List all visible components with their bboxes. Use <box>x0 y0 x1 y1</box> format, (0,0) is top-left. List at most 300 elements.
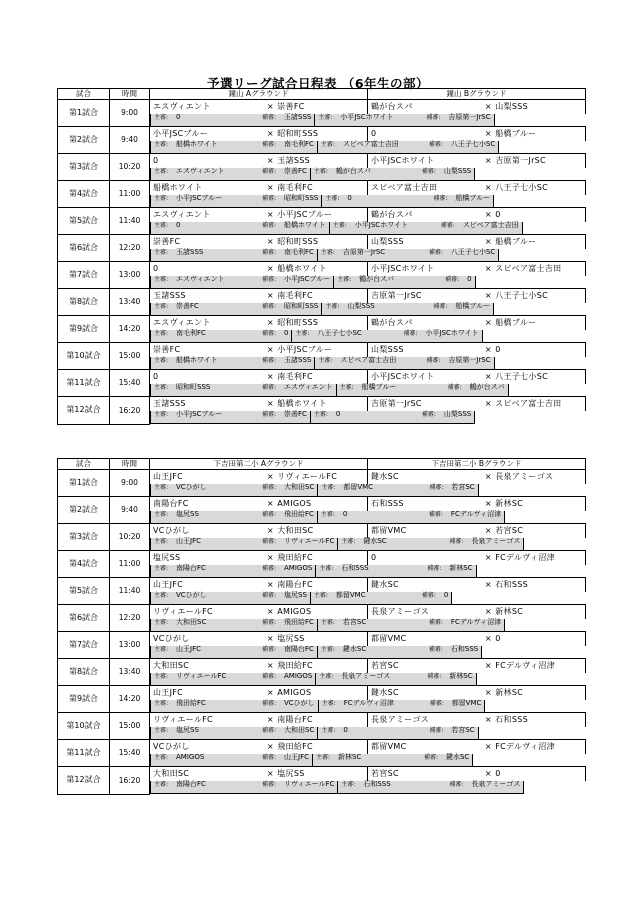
assistant-referee: 崇善FC <box>284 410 307 418</box>
assistant-referee-label: 補審: <box>433 194 448 202</box>
vs-mark: × <box>266 237 274 246</box>
match-ground-b <box>368 100 586 115</box>
vs-mark: × <box>484 634 492 643</box>
home-team: 鶴が台スパ <box>371 102 413 111</box>
assistant-referee: エスヴィエント <box>284 383 333 391</box>
vs-mark: × <box>484 472 492 481</box>
referees-ground-b <box>317 511 505 523</box>
match-row <box>58 551 586 566</box>
match-ground-a <box>150 343 368 358</box>
main-referee-label: 主審: <box>321 483 336 491</box>
assistant-referee-label: 補審: <box>421 410 436 418</box>
main-referee-label: 主審: <box>341 537 356 545</box>
assistant-referee: 吉原第一JrSC <box>448 113 491 121</box>
match-time: 15:00 <box>110 343 150 370</box>
referee-row <box>150 249 368 261</box>
match-ground-b <box>368 127 586 142</box>
main-referee: スピベア富士吉田 <box>340 356 397 364</box>
match-time: 12:20 <box>110 235 150 262</box>
home-team: 大和田SC <box>153 769 190 778</box>
referee-row <box>150 222 368 234</box>
assistant-referee-label: 補審: <box>262 329 277 337</box>
home-team: 0 <box>153 264 159 273</box>
schedule-table-1 <box>57 88 586 425</box>
main-referee: 南陽台FC <box>176 780 206 788</box>
referee-row <box>150 592 368 604</box>
assistant-referee-label: 補審: <box>421 167 436 175</box>
match-number: 第2試合 <box>58 497 110 524</box>
match-ground-a <box>150 127 368 142</box>
away-team: リヴィエールFC <box>277 472 338 481</box>
away-team: 昭和町SSS <box>277 237 319 246</box>
match-ground-a <box>150 154 368 169</box>
away-team: 長泉アミーゴス <box>495 472 554 481</box>
match-ground-a <box>150 100 368 115</box>
away-team: FCデルヴィ沼津 <box>495 661 555 670</box>
away-team: AMIGOS <box>277 607 312 616</box>
vs-mark: × <box>484 688 492 697</box>
home-team: 小平JSCホワイト <box>371 156 435 165</box>
vs-mark: × <box>484 318 492 327</box>
match-number: 第7試合 <box>58 632 110 659</box>
away-team: 0 <box>495 769 501 778</box>
match-ground-a <box>150 632 368 647</box>
vs-mark: × <box>266 345 274 354</box>
vs-mark: × <box>484 237 492 246</box>
assistant-referee: 山梨SSS <box>443 167 472 175</box>
assistant-referee: 船橋ホワイト <box>284 221 326 229</box>
referee-row <box>150 754 368 766</box>
match-time: 15:40 <box>110 370 150 397</box>
away-team: AMIGOS <box>277 688 312 697</box>
main-referee: 鶴が台スパ <box>359 275 395 283</box>
referees-ground-b <box>321 303 494 315</box>
away-team: 吉原第一JrSC <box>495 156 546 165</box>
away-team: 八王子七小SC <box>495 372 548 381</box>
assistant-referee-label: 補審: <box>262 537 277 545</box>
main-referee: 塩尻SS <box>176 726 199 734</box>
assistant-referee-label: 補審: <box>262 383 277 391</box>
referee-row <box>150 538 368 550</box>
assistant-referee: 飛田給FC <box>284 510 314 518</box>
header-match: 試合 <box>58 459 110 470</box>
referees-ground-a <box>150 411 310 424</box>
match-row <box>58 235 586 250</box>
match-ground-b <box>368 370 586 385</box>
referee-row <box>150 141 368 153</box>
main-referee-label: 主審: <box>319 564 334 572</box>
match-ground-a <box>150 316 368 331</box>
assistant-referee: 八王子七小SC <box>450 140 496 148</box>
referees-ground-a <box>150 357 314 369</box>
vs-mark: × <box>266 183 274 192</box>
away-team: AMIGOS <box>277 499 312 508</box>
referees-ground-a <box>150 249 317 261</box>
referee-row <box>150 700 368 712</box>
assistant-referee: 昭和町SSS <box>284 194 319 202</box>
vs-mark: × <box>266 607 274 616</box>
referees-ground-b <box>314 357 494 369</box>
match-number: 第3試合 <box>58 524 110 551</box>
main-referee: 吉原第一JrSC <box>342 248 386 256</box>
vs-mark: × <box>266 291 274 300</box>
referee-row <box>150 727 368 739</box>
match-ground-b <box>368 343 586 358</box>
match-ground-a <box>150 289 368 304</box>
vs-mark: × <box>484 553 492 562</box>
match-ground-b <box>368 551 586 566</box>
match-row <box>58 605 586 620</box>
vs-mark: × <box>266 399 274 408</box>
main-referee-label: 主審: <box>154 699 169 707</box>
page-title: 予選リーグ試合日程表 （6年生の部） <box>206 76 430 91</box>
match-number: 第8試合 <box>58 659 110 686</box>
away-team: FCデルヴィ沼津 <box>495 742 555 751</box>
away-team: 石和SSS <box>495 580 528 589</box>
match-ground-a <box>150 659 368 674</box>
match-ground-b <box>368 497 586 512</box>
main-referee-label: 主審: <box>325 302 340 310</box>
away-team: 山梨SSS <box>495 102 528 111</box>
match-number: 第10試合 <box>58 343 110 370</box>
assistant-referee-label: 補審: <box>262 672 277 680</box>
assistant-referee-label: 補審: <box>262 591 277 599</box>
away-team: 石和SSS <box>495 715 528 724</box>
referees-ground-b <box>315 673 476 685</box>
referees-ground-a <box>150 195 321 207</box>
main-referee-label: 主審: <box>154 221 169 229</box>
home-team: VCひがし <box>153 634 190 643</box>
header-ground-b: 鐘山 Bグラウンド <box>368 89 586 100</box>
main-referee-label: 主審: <box>154 672 169 680</box>
match-ground-a <box>150 578 368 593</box>
main-referee-label: 主審: <box>154 753 169 761</box>
match-row <box>58 659 586 674</box>
assistant-referee: 都留VMC <box>451 699 482 707</box>
assistant-referee-label: 補審: <box>429 699 444 707</box>
assistant-referee: 小平JSCブルー <box>284 275 331 283</box>
away-team: 小平JSCブルー <box>277 345 333 354</box>
match-ground-b <box>368 154 586 169</box>
referees-ground-b <box>310 592 452 604</box>
match-time: 13:00 <box>110 632 150 659</box>
match-number: 第12試合 <box>58 767 110 795</box>
home-team: 0 <box>153 156 159 165</box>
match-number: 第9試合 <box>58 316 110 343</box>
assistant-referee-label: 補審: <box>426 356 441 364</box>
assistant-referee-label: 補審: <box>262 167 277 175</box>
match-row <box>58 632 586 647</box>
vs-mark: × <box>484 499 492 508</box>
match-row <box>58 713 586 728</box>
assistant-referee: 船橋ブルー <box>455 194 491 202</box>
match-row <box>58 497 586 512</box>
referees-ground-a <box>150 303 321 315</box>
main-referee: AMIGOS <box>176 753 205 761</box>
match-row <box>58 100 586 115</box>
assistant-referee-label: 補審: <box>403 329 418 337</box>
main-referee: 船橋ホワイト <box>176 356 218 364</box>
assistant-referee-label: 補審: <box>262 113 277 121</box>
referees-ground-a <box>150 727 317 739</box>
home-team: スピベア富士吉田 <box>371 183 438 192</box>
match-number: 第10試合 <box>58 713 110 740</box>
vs-mark: × <box>266 372 274 381</box>
match-time: 15:40 <box>110 740 150 767</box>
main-referee: 0 <box>335 410 341 418</box>
away-team: 塩尻SS <box>277 634 305 643</box>
assistant-referee-label: 補審: <box>262 302 277 310</box>
referee-row <box>150 357 368 369</box>
assistant-referee: リヴィエールFC <box>284 537 335 545</box>
vs-mark: × <box>266 129 274 138</box>
main-referee-label: 主審: <box>154 329 169 337</box>
main-referee: 山王JFC <box>176 645 201 653</box>
referees-ground-a <box>150 754 312 766</box>
assistant-referee-label: 補審: <box>428 645 443 653</box>
match-number: 第7試合 <box>58 262 110 289</box>
referees-ground-b <box>317 619 505 631</box>
match-time: 11:40 <box>110 208 150 235</box>
vs-mark: × <box>484 372 492 381</box>
home-team: 崇善FC <box>153 345 181 354</box>
main-referee-label: 主審: <box>154 726 169 734</box>
assistant-referee-label: 補審: <box>429 483 444 491</box>
match-ground-b <box>368 740 586 755</box>
assistant-referee-label: 補審: <box>426 113 441 121</box>
assistant-referee: 山王JFC <box>284 753 309 761</box>
home-team: 0 <box>371 129 377 138</box>
main-referee: 飛田給FC <box>176 699 206 707</box>
assistant-referee-label: 補審: <box>262 248 277 256</box>
main-referee: 小平JSCブルー <box>176 194 223 202</box>
home-team: 玉諸SSS <box>153 291 186 300</box>
referees-ground-a <box>150 538 337 550</box>
main-referee: VCひがし <box>176 483 207 491</box>
vs-mark: × <box>266 634 274 643</box>
match-time: 9:00 <box>110 470 150 497</box>
main-referee-label: 主審: <box>313 591 328 599</box>
away-team: 船橋ブルー <box>495 318 537 327</box>
referee-row <box>150 511 368 523</box>
home-team: 山梨SSS <box>371 345 404 354</box>
home-team: 山王JFC <box>153 472 184 481</box>
match-ground-b <box>368 208 586 223</box>
match-row <box>58 181 586 196</box>
home-team: VCひがし <box>153 526 190 535</box>
assistant-referee: 南毛利FC <box>284 248 314 256</box>
match-number: 第5試合 <box>58 578 110 605</box>
vs-mark: × <box>484 526 492 535</box>
match-time: 9:40 <box>110 497 150 524</box>
assistant-referee: 飛田給FC <box>284 618 314 626</box>
match-number: 第12試合 <box>58 397 110 425</box>
away-team: スピベア富士吉田 <box>495 399 562 408</box>
away-team: 玉諸SSS <box>277 156 310 165</box>
assistant-referee: リヴィエールFC <box>284 780 335 788</box>
assistant-referee-label: 補審: <box>428 140 443 148</box>
home-team: 都留VMC <box>371 742 407 751</box>
assistant-referee: 鶴が台スパ <box>469 383 505 391</box>
assistant-referee-label: 補審: <box>262 618 277 626</box>
match-time: 16:20 <box>110 397 150 425</box>
main-referee-label: 主審: <box>154 194 169 202</box>
main-referee: 小平JSCホワイト <box>354 221 408 229</box>
vs-mark: × <box>484 580 492 589</box>
main-referee-label: 主審: <box>319 672 334 680</box>
referees-ground-b <box>317 727 478 739</box>
main-referee: エスヴィエント <box>176 167 225 175</box>
assistant-referee: 南陽台FC <box>284 645 314 653</box>
vs-mark: × <box>266 472 274 481</box>
match-number: 第9試合 <box>58 686 110 713</box>
match-time: 11:00 <box>110 551 150 578</box>
home-team: リヴィエールFC <box>153 715 213 724</box>
match-number: 第11試合 <box>58 740 110 767</box>
match-ground-b <box>368 524 586 539</box>
main-referee-label: 主審: <box>320 645 335 653</box>
vs-mark: × <box>484 129 492 138</box>
away-team: 新林SC <box>495 499 524 508</box>
assistant-referee: AMIGOS <box>284 564 313 572</box>
referees-ground-a <box>150 384 336 396</box>
match-ground-b <box>368 181 586 196</box>
main-referee-label: 主審: <box>154 564 169 572</box>
home-team: 南陽台FC <box>153 499 189 508</box>
vs-mark: × <box>484 769 492 778</box>
header-time: 時間 <box>110 89 150 100</box>
referees-ground-b <box>317 484 478 496</box>
referee-row <box>150 411 368 424</box>
assistant-referee-label: 補審: <box>262 645 277 653</box>
match-row <box>58 208 586 223</box>
match-number: 第8試合 <box>58 289 110 316</box>
referees-ground-a <box>150 646 317 658</box>
main-referee: 船橋ホワイト <box>176 140 218 148</box>
referees-ground-a <box>150 276 333 288</box>
main-referee: 大和田SC <box>176 618 207 626</box>
home-team: 鍵水SC <box>371 580 399 589</box>
match-ground-b <box>368 767 586 782</box>
assistant-referee: 八王子七小SC <box>450 248 496 256</box>
assistant-referee-label: 補審: <box>440 221 455 229</box>
referees-ground-b <box>336 384 509 396</box>
referees-ground-a <box>150 673 315 685</box>
referees-ground-b <box>337 781 524 794</box>
home-team: 大和田SC <box>153 661 190 670</box>
assistant-referee-label: 補審: <box>262 140 277 148</box>
home-team: 山王JFC <box>153 688 184 697</box>
vs-mark: × <box>484 210 492 219</box>
main-referee: 南陽台FC <box>176 564 206 572</box>
assistant-referee-label: 補審: <box>427 564 442 572</box>
match-ground-a <box>150 551 368 566</box>
match-time: 12:20 <box>110 605 150 632</box>
main-referee-label: 主審: <box>154 113 169 121</box>
match-number: 第4試合 <box>58 551 110 578</box>
vs-mark: × <box>266 580 274 589</box>
assistant-referee-label: 補審: <box>421 591 436 599</box>
match-time: 9:00 <box>110 100 150 127</box>
referees-ground-b <box>333 276 475 288</box>
match-number: 第11試合 <box>58 370 110 397</box>
match-number: 第5試合 <box>58 208 110 235</box>
away-team: 新林SC <box>495 688 524 697</box>
referees-ground-a <box>150 141 317 153</box>
assistant-referee-label: 補審: <box>429 726 444 734</box>
main-referee: 0 <box>176 113 181 121</box>
referees-ground-b <box>291 330 482 342</box>
main-referee-label: 主審: <box>154 410 169 418</box>
main-referee-label: 主審: <box>295 329 310 337</box>
home-team: 若宮SC <box>371 769 399 778</box>
main-referee-label: 主審: <box>154 780 169 788</box>
vs-mark: × <box>266 318 274 327</box>
referees-ground-a <box>150 222 329 234</box>
referees-ground-a <box>150 168 310 180</box>
assistant-referee-label: 補審: <box>428 618 443 626</box>
referees-ground-a <box>150 592 310 604</box>
away-team: 南毛利FC <box>277 291 313 300</box>
assistant-referee-label: 補審: <box>262 221 277 229</box>
away-team: 昭和町SSS <box>277 318 319 327</box>
main-referee-label: 主審: <box>339 383 354 391</box>
vs-mark: × <box>484 607 492 616</box>
away-team: 飛田給FC <box>277 661 313 670</box>
main-referee: スピベア富士吉田 <box>342 140 399 148</box>
away-team: 船橋ホワイト <box>277 399 327 408</box>
referee-row <box>150 303 368 315</box>
match-number: 第6試合 <box>58 605 110 632</box>
main-referee-label: 主審: <box>341 780 356 788</box>
vs-mark: × <box>484 661 492 670</box>
match-ground-b <box>368 605 586 620</box>
vs-mark: × <box>266 499 274 508</box>
home-team: 鍵水SC <box>371 472 399 481</box>
assistant-referee-label: 補審: <box>445 275 460 283</box>
referees-ground-a <box>150 114 314 126</box>
away-team: 崇善FC <box>277 102 305 111</box>
referees-ground-b <box>317 141 499 153</box>
vs-mark: × <box>266 156 274 165</box>
assistant-referee: VCひがし <box>284 699 315 707</box>
match-row <box>58 127 586 142</box>
away-team: 若宮SC <box>495 526 524 535</box>
assistant-referee: 0 <box>284 329 289 337</box>
assistant-referee-label: 補審: <box>449 780 464 788</box>
vs-mark: × <box>266 264 274 273</box>
main-referee-label: 主審: <box>321 726 336 734</box>
referees-ground-a <box>150 511 317 523</box>
home-team: リヴィエールFC <box>153 607 213 616</box>
assistant-referee-label: 補審: <box>262 780 277 788</box>
main-referee-label: 主審: <box>321 699 336 707</box>
home-team: エスヴィエント <box>153 210 211 219</box>
main-referee: エスヴィエント <box>176 275 225 283</box>
away-team: スピベア富士吉田 <box>495 264 562 273</box>
main-referee-label: 主審: <box>154 537 169 545</box>
referee-row <box>150 781 368 794</box>
assistant-referee: スピベア富士吉田 <box>462 221 519 229</box>
main-referee: 長泉アミーゴス <box>341 672 391 680</box>
vs-mark: × <box>484 399 492 408</box>
header-ground-a: 下吉田第二小 Aグラウンド <box>150 459 368 470</box>
assistant-referee: 石和SSS <box>450 645 479 653</box>
assistant-referee: 山梨SSS <box>443 410 472 418</box>
match-ground-a <box>150 397 368 412</box>
assistant-referee: 大和田SC <box>284 483 315 491</box>
main-referee-label: 主審: <box>154 645 169 653</box>
